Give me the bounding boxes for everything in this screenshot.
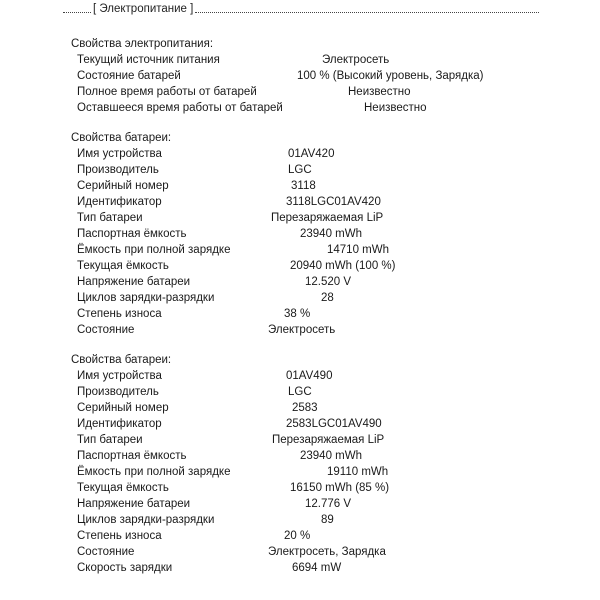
property-label: Циклов зарядки-разрядки [77, 292, 215, 304]
property-label: Паспортная ёмкость [77, 228, 187, 240]
property-label: Циклов зарядки-разрядки [77, 514, 215, 526]
property-value: 01AV420 [288, 148, 335, 160]
list-item [71, 274, 591, 290]
list-item [71, 210, 591, 226]
list-item [71, 306, 591, 322]
battery-properties-section-2 [71, 352, 591, 576]
property-value: Электросеть [322, 54, 390, 66]
list-item [71, 68, 591, 84]
property-label: Состояние [77, 324, 135, 336]
property-label: Степень износа [77, 308, 162, 320]
property-value: 3118LGC01AV420 [286, 196, 381, 208]
list-item [71, 496, 591, 512]
property-label: Паспортная ёмкость [77, 450, 187, 462]
property-value: 23940 mWh [300, 450, 363, 462]
section-title: Свойства батареи: [71, 354, 172, 366]
list-item [71, 464, 591, 480]
property-value: 01AV490 [286, 370, 333, 382]
list-item [71, 194, 591, 210]
property-label: Полное время работы от батарей [77, 86, 257, 98]
property-value: Перезаряжаемая LiP [271, 212, 384, 224]
section-title: Свойства батареи: [71, 132, 172, 144]
list-item [71, 416, 591, 432]
property-label: Серийный номер [77, 402, 169, 414]
property-label: Ёмкость при полной зарядке [77, 466, 231, 478]
list-item [71, 242, 591, 258]
property-value: LGC [288, 164, 312, 176]
list-item [71, 178, 591, 194]
list-item [71, 544, 591, 560]
list-item [71, 258, 591, 274]
list-item [71, 100, 591, 116]
property-label: Напряжение батареи [77, 276, 191, 288]
property-label: Тип батареи [77, 434, 143, 446]
property-value: Неизвестно [364, 102, 427, 114]
list-item [71, 84, 591, 100]
property-label: Имя устройства [77, 370, 162, 382]
list-item [71, 368, 591, 384]
report-content [71, 36, 591, 590]
property-label: Состояние батарей [77, 70, 181, 82]
property-value: 2583 [292, 402, 318, 414]
property-label: Степень износа [77, 530, 162, 542]
property-value: 12.776 V [305, 498, 352, 510]
property-label: Имя устройства [77, 148, 162, 160]
list-item [71, 290, 591, 306]
list-item [71, 480, 591, 496]
list-item [71, 226, 591, 242]
list-item [71, 432, 591, 448]
list-item [71, 560, 591, 576]
property-label: Ёмкость при полной зарядке [77, 244, 231, 256]
property-label: Оставшееся время работы от батарей [77, 102, 283, 114]
power-properties-section [71, 36, 591, 116]
property-value: 20 % [284, 530, 311, 542]
property-value: 6694 mW [292, 562, 342, 574]
property-value: 89 [321, 514, 334, 526]
property-value: Электросеть, Зарядка [268, 546, 386, 558]
property-value: LGC [288, 386, 312, 398]
battery-properties-section-1 [71, 130, 591, 338]
property-label: Текущий источник питания [77, 54, 220, 66]
property-label: Текущая ёмкость [77, 260, 169, 272]
property-label: Идентификатор [77, 418, 162, 430]
property-label: Напряжение батареи [77, 498, 191, 510]
property-value: 28 [321, 292, 334, 304]
property-value: Перезаряжаемая LiP [272, 434, 385, 446]
property-label: Идентификатор [77, 196, 162, 208]
property-value: 3118 [291, 180, 316, 192]
property-label: Скорость зарядки [77, 562, 173, 574]
header-title: [ Электропитание ] [93, 3, 194, 15]
property-label: Производитель [77, 386, 159, 398]
list-item [71, 384, 591, 400]
property-value: Неизвестно [348, 86, 411, 98]
section-header [63, 3, 539, 15]
property-value: 23940 mWh [300, 228, 363, 240]
property-label: Текущая ёмкость [77, 482, 169, 494]
property-label: Состояние [77, 546, 135, 558]
header-divider-left [63, 6, 91, 13]
property-label: Производитель [77, 164, 159, 176]
list-item [71, 322, 591, 338]
property-label: Серийный номер [77, 180, 169, 192]
property-value: 20940 mWh (100 %) [290, 260, 396, 272]
property-value: Электросеть [268, 324, 336, 336]
list-item [71, 146, 591, 162]
list-item [71, 162, 591, 178]
property-value: 2583LGC01AV490 [286, 418, 382, 430]
property-label: Тип батареи [77, 212, 143, 224]
property-value: 100 % (Высокий уровень, Зарядка) [297, 70, 484, 82]
header-divider-right [195, 6, 539, 13]
list-item [71, 512, 591, 528]
property-value: 14710 mWh [327, 244, 390, 256]
list-item [71, 448, 591, 464]
list-item [71, 400, 591, 416]
section-title: Свойства электропитания: [71, 38, 214, 50]
property-value: 16150 mWh (85 %) [290, 482, 390, 494]
property-value: 12.520 V [305, 276, 352, 288]
list-item [71, 52, 591, 68]
property-value: 19110 mWh [327, 466, 389, 478]
list-item [71, 528, 591, 544]
property-value: 38 % [284, 308, 311, 320]
